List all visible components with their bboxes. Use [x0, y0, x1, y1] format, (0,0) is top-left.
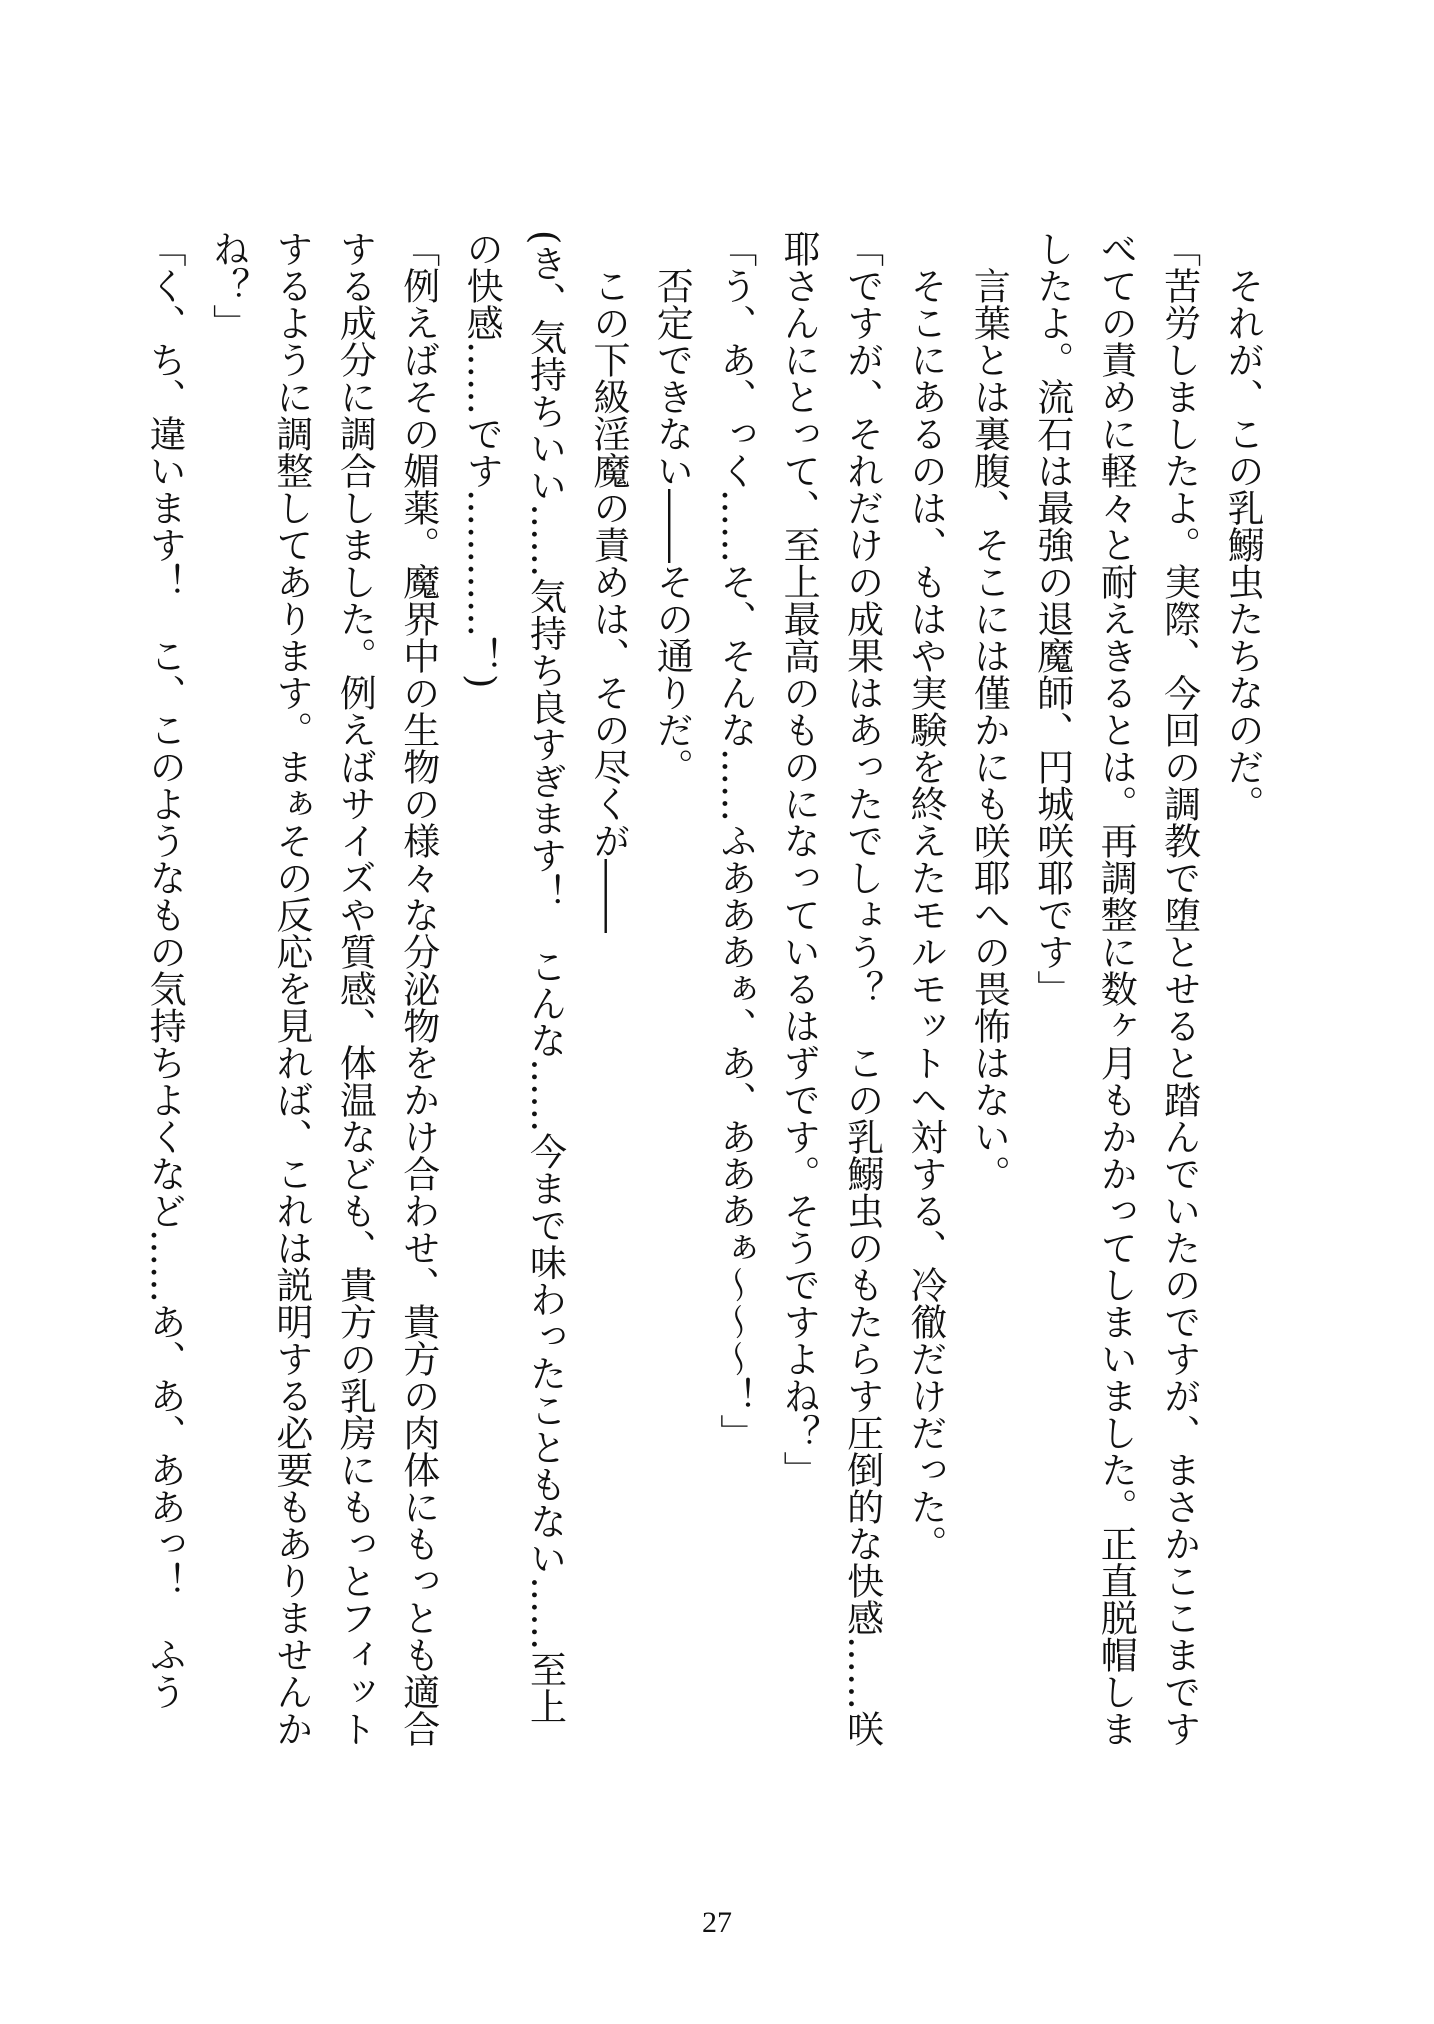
paragraph-10: 「例えばその媚薬。魔界中の生物の様々な分泌物をかけ合わせ、貴方の肉体にもっとも適合する成分に調合しました。例えばサイズや質感、体温なども、貴方の乳房にもっとフィットするように調整してあります。まぁその反応を見れば、これは説明する必要もありませんかね？」: [206, 230, 440, 1747]
paragraph-7: 否定できない――その通りだ。: [650, 267, 694, 785]
paragraph-3: 言葉とは裏腹、そこには僅かにも咲耶への畏怖はない。: [967, 267, 1011, 1192]
paragraph-4: そこにあるのは、もはや実験を終えたモルモットへ対する、冷徹だけだった。: [903, 267, 947, 1562]
page-number: 27: [702, 1906, 732, 1939]
paragraph-8: この下級淫魔の責めは、その尽くが――: [586, 267, 630, 933]
paragraph-1: それが、この乳鰯虫たちなのだ。: [1221, 267, 1264, 822]
paragraph-5: 「ですが、それだけの成果はあったでしょう？ この乳鰯虫のもたらす圧倒的な快感……咲耶さんにとって、至上最高のものになっているはずです。そうですよね？」: [777, 230, 884, 1747]
body-text: [133, 230, 1274, 1760]
paragraph-2: 「苦労しましたよ。実際、今回の調教で堕とせると踏んでいたのですが、まさかここまですべての責めに軽々と耐えきるとは。再調整に数ヶ月もかかってしまいました。正直脱帽しましたよ。流石は最強の退魔師、円城咲耶です」: [1030, 230, 1201, 1747]
paragraph-11: 「く、ち、違います！ こ、このようなもの気持ちよくなど……あ、あ、ああっ！ ふう: [143, 230, 187, 1710]
paragraph-9: (き、気持ちいい……気持ち良すぎます！ こんな……今まで味わったこともない……至上の快感……です…………！): [460, 230, 567, 1725]
paragraph-6: 「う、あ、っく……そ、そんな……ふあああぁ、あ、あああぁ〜〜〜！」: [713, 230, 757, 1451]
